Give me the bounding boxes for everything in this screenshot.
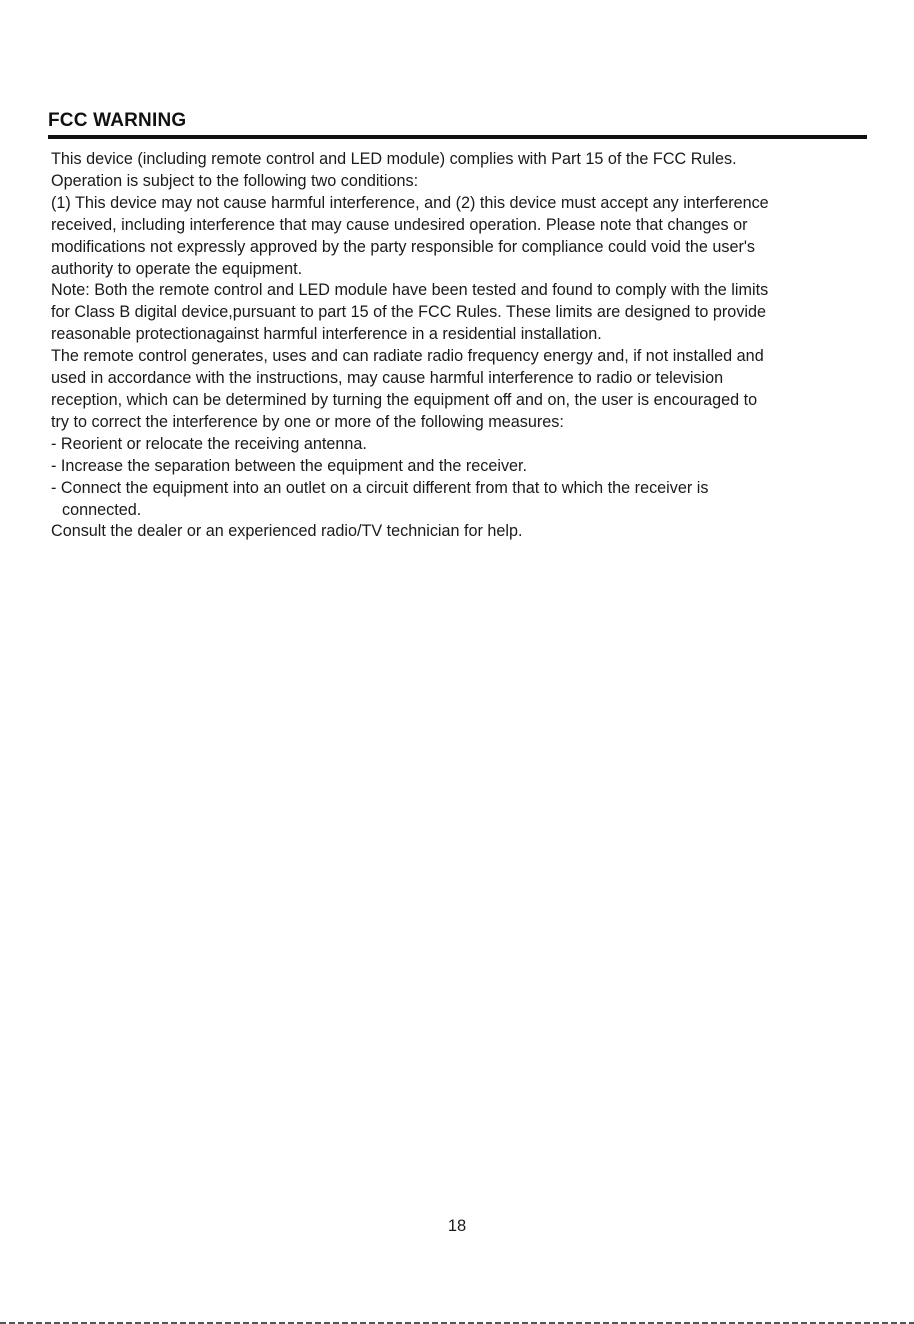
text-line: used in accordance with the instructions, may cause harmful interference to radio or television xyxy=(51,369,724,388)
text-line: authority to operate the equipment. xyxy=(51,259,303,278)
section-heading: FCC WARNING xyxy=(48,110,187,131)
text-line: modifications not expressly approved by the party responsible for compliance could void the user's xyxy=(51,237,756,256)
list-item: - Connect the equipment into an outlet on a circuit different from that to which the receiver is xyxy=(51,478,709,497)
text-line: received, including interference that may cause undesired operation. Please note that changes or xyxy=(51,215,748,234)
text-line: try to correct the interference by one or more of the following measures: xyxy=(51,412,564,431)
text-line: The remote control generates, uses and can radiate radio frequency energy and, if not installed and xyxy=(51,347,764,366)
text-line: Consult the dealer or an experienced radio/TV technician for help. xyxy=(51,522,523,541)
list-item-continuation: connected. xyxy=(62,500,142,519)
text-line: for Class B digital device,pursuant to part 15 of the FCC Rules. These limits are designed to provide xyxy=(51,303,767,322)
list-item: - Reorient or relocate the receiving antenna. xyxy=(51,434,367,453)
text-line: reasonable protectionagainst harmful interference in a residential installation. xyxy=(51,325,602,344)
warning-body xyxy=(51,149,881,543)
text-line: Operation is subject to the following two conditions: xyxy=(51,171,419,190)
text-line: This device (including remote control and LED module) complies with Part 15 of the FCC Rules. xyxy=(51,150,737,168)
text-line: (1) This device may not cause harmful interference, and (2) this device must accept any interference xyxy=(51,193,769,212)
heading-rule xyxy=(48,135,867,139)
list-item: - Increase the separation between the equipment and the receiver. xyxy=(51,456,528,475)
text-line: Note: Both the remote control and LED module have been tested and found to comply with the limits xyxy=(51,281,769,300)
text-line: reception, which can be determined by turning the equipment off and on, the user is encouraged to xyxy=(51,390,758,409)
page-number: 18 xyxy=(447,1217,467,1235)
